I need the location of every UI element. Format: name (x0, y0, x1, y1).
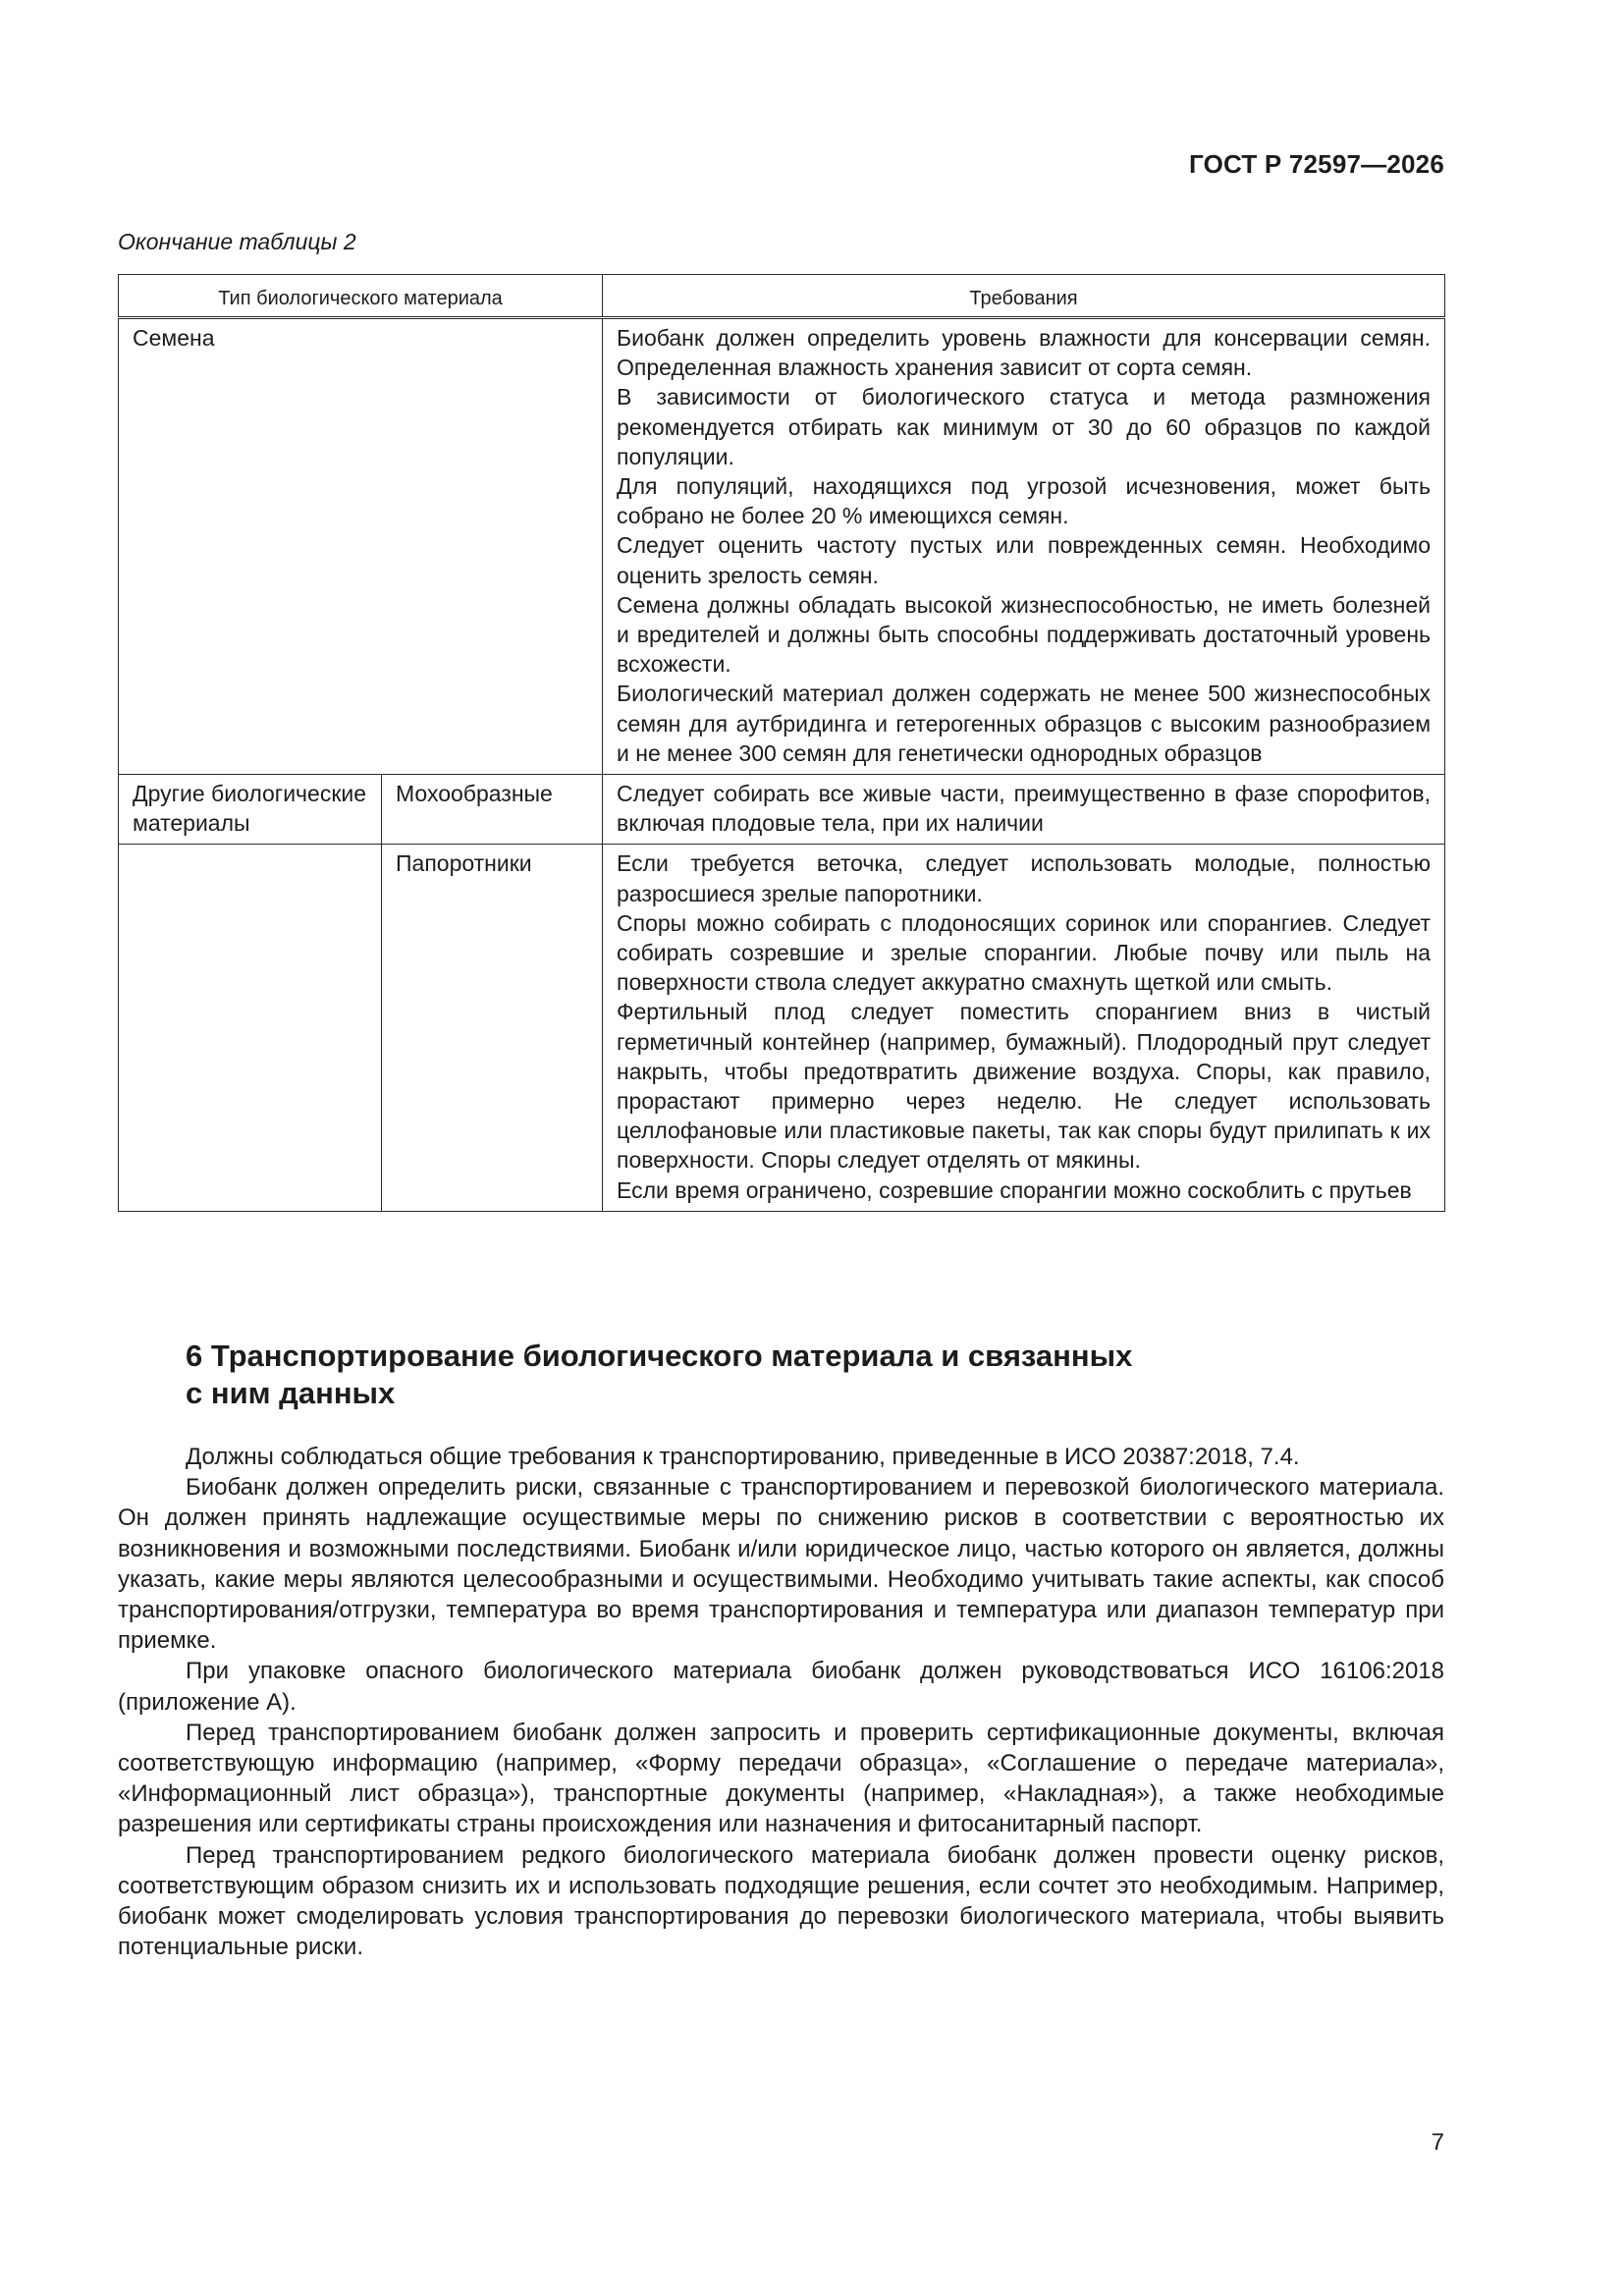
column-header-requirements: Требования (603, 275, 1445, 318)
requirement-line: Если требуется веточка, следует использовать молодые, полностью разросшиеся зрелые папоротники. (617, 850, 1432, 906)
section-heading (186, 1338, 1266, 1412)
requirement-line: Споры можно собирать с плодоносящих соринок или спорангиев. Следует собирать созревшие и зрелые спорангии. Любые почву или пыль на поверхности ствола следует аккуратно смахнуть щеткой или смыть. (617, 909, 1432, 996)
cell-group-other-materials: Другие биологические материалы (119, 775, 382, 845)
table-caption: Окончание таблицы 2 (118, 229, 356, 254)
requirement-line: Фертильный плод следует поместить спорангием вниз в чистый герметичный контейнер (например, бумажный). Плодородный прут следует накрыть, чтобы предотвратить движение воздуха. Споры, как правило, прорастают примерно через неделю. Не следует использовать целлофановые или пластиковые пакеты, так как споры будут прилипать к их поверхности. Споры следует отделять от мякины. (617, 999, 1432, 1174)
table-row (119, 845, 1445, 1211)
section-heading-line-2: с ним данных (186, 1376, 396, 1410)
page-number: 7 (1431, 2129, 1444, 2156)
requirement-line: Следует оценить частоту пустых или поврежденных семян. Необходимо оценить зрелость семян. (617, 532, 1432, 588)
paragraph: При упаковке опасного биологического материала биобанк должен руководствоваться ИСО 16106:2018 (приложение А). (118, 1658, 1444, 1716)
table-header-row (119, 275, 1445, 318)
cell-subtype-mosses: Мохообразные (382, 775, 603, 845)
paragraph: Перед транспортированием редкого биологического материала биобанк должен провести оценку рисков, соответствующим образом снизить их и использовать подходящие решения, если сочтет это необходимым. Например, биобанк может смоделировать условия транспортирования до перевозки биологического материала, чтобы выявить потенциальные риски. (118, 1841, 1444, 1961)
table-row (119, 775, 1445, 845)
column-header-type: Тип биологического материала (119, 275, 603, 318)
cell-type-seeds: Семена (119, 318, 603, 775)
document-code: ГОСТ Р 72597—2026 (1189, 149, 1444, 179)
requirement-line: Семена должны обладать высокой жизнеспособностью, не иметь болезней и вредителей и должны быть способны поддерживать достаточный уровень всхожести. (617, 591, 1432, 678)
cell-requirements-mosses (603, 775, 1445, 845)
paragraph: Биобанк должен определить риски, связанные с транспортированием и перевозкой биологического материала. Он должен принять надлежащие осуществимые меры по снижению рисков в соответствии с вероятностью их возникновения и возможными последствиями. Биобанк и/или юридическое лицо, частью которого он является, должны указать, какие меры являются целесообразными и осуществимыми. Необходимо учитывать такие аспекты, как способ транспортирования/отгрузки, температура во время транспортирования и температура или диапазон температур при приемке. (118, 1474, 1444, 1655)
requirement-line: Биологический материал должен содержать не менее 500 жизнеспособных семян для аутбридинга и гетерогенных образцов с высоким разнообразием и не менее 300 семян для генетически однородных образцов (617, 681, 1432, 766)
paragraph: Перед транспортированием биобанк должен запросить и проверить сертификационные документы, включая соответствующую информацию (например, «Форму передачи образца», «Соглашение о передаче материала», «Информационный лист образца»), транспортные документы (например, «Накладная»), а также необходимые разрешения или сертификаты страны происхождения или назначения и фитосанитарный паспорт. (118, 1719, 1444, 1838)
requirement-line: Для популяций, находящихся под угрозой исчезновения, может быть собрано не более 20 % имеющихся семян. (617, 473, 1432, 529)
cell-subtype-ferns: Папоротники (382, 845, 603, 1211)
requirement-line: Если время ограничено, созревшие спорангии можно соскоблить с прутьев (617, 1176, 1412, 1203)
requirements-table (118, 274, 1445, 1212)
section-heading-line-1: 6 Транспортирование биологического материала и связанных (186, 1339, 1133, 1373)
paragraph: Должны соблюдаться общие требования к транспортированию, приведенные в ИСО 20387:2018, 7.4. (186, 1444, 1300, 1470)
requirement-line: Следует собирать все живые части, преимущественно в фазе спорофитов, включая плодовые тела, при их наличии (617, 781, 1432, 837)
cell-group-empty (119, 845, 382, 1211)
cell-requirements-seeds (603, 318, 1445, 775)
requirement-line: В зависимости от биологического статуса и метода размножения рекомендуется отбирать как минимум от 30 до 60 образцов по каждой популяции. (617, 384, 1432, 469)
cell-requirements-ferns (603, 845, 1445, 1211)
table-row (119, 318, 1445, 775)
section-body (118, 1442, 1444, 1962)
requirement-line: Биобанк должен определить уровень влажности для консервации семян. Определенная влажность хранения зависит от сорта семян. (617, 325, 1432, 381)
